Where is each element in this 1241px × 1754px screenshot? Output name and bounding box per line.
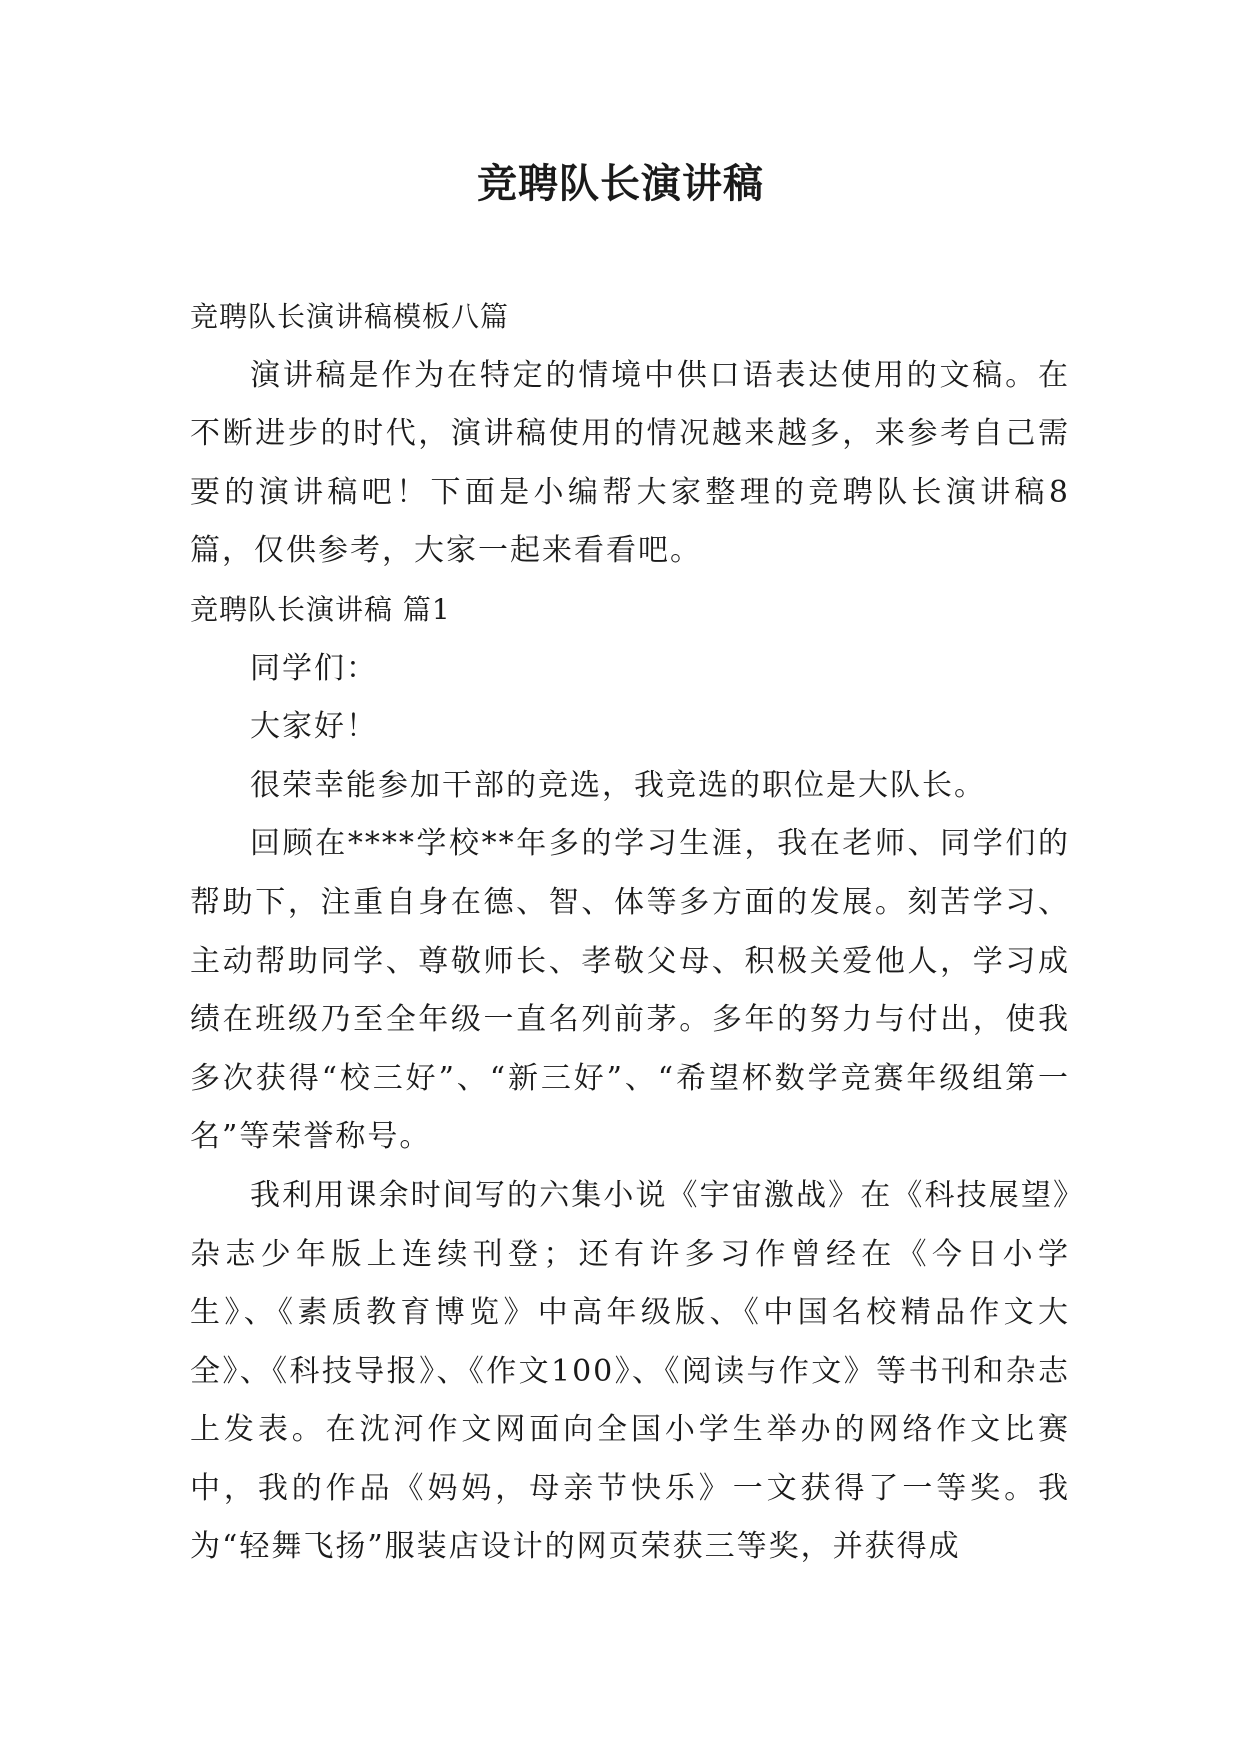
salutation-paragraph: 同学们： (250, 650, 378, 686)
document-body (190, 288, 1070, 1577)
section-heading: 竞聘队长演讲稿 篇1 (190, 592, 451, 626)
body-paragraph: 很荣幸能参加干部的竞选，我竞选的职位是大队长。 (250, 767, 986, 803)
body-paragraph: 我利用课余时间写的六集小说《宇宙激战》在《科技展望》杂志少年版上连续刊登；还有许多习作曾经在《今日小学生》、《素质教育博览》中高年级版、《中国名校精品作文大全》、《科技导报》、《作文100》、《阅读与作文》等书刊和杂志上发表。在沈河作文网面向全国小学生举办的网络作文比赛中，我的作品《妈妈，母亲节快乐》一文获得了一等奖。我为“轻舞飞扬”服装店设计的网页荣获三等奖，并获得成 (190, 1177, 1070, 1565)
document-subtitle: 竞聘队长演讲稿模板八篇 (190, 300, 510, 333)
greeting-paragraph: 大家好！ (250, 709, 378, 745)
document-title: 竞聘队长演讲稿 (477, 160, 764, 207)
body-paragraph: 回顾在****学校**年多的学习生涯，我在老师、同学们的帮助下，注重自身在德、智、体等多方面的发展。刻苦学习、主动帮助同学、尊敬师长、孝敬父母、积极关爱他人，学习成绩在班级乃至全年级一直名列前茅。多年的努力与付出，使我多次获得“校三好”、“新三好”、“希望杯数学竞赛年级组第一名”等荣誉称号。 (190, 826, 1070, 1155)
intro-paragraph: 演讲稿是作为在特定的情境中供口语表达使用的文稿。在不断进步的时代，演讲稿使用的情况越来越多，来参考自己需要的演讲稿吧！下面是小编帮大家整理的竞聘队长演讲稿8篇，仅供参考，大家一起来看看吧。 (190, 357, 1070, 569)
